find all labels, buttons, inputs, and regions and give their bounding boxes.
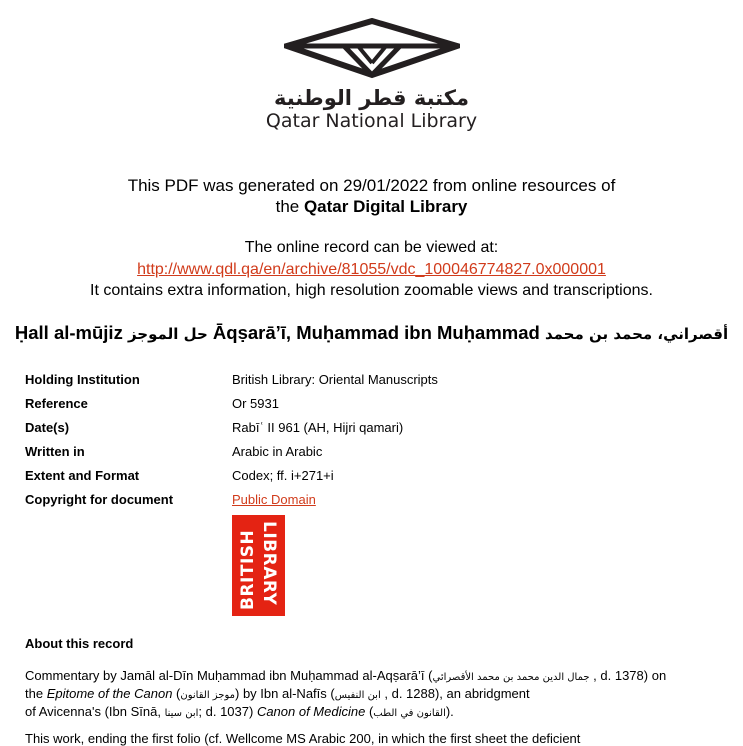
metadata-key: Extent and Format (25, 468, 140, 483)
metadata-key: Date(s) (25, 420, 70, 435)
qdl-name: Qatar Digital Library (303, 197, 468, 216)
online-record (0, 237, 743, 302)
metadata-key: Reference (25, 396, 88, 411)
record-url-link[interactable]: http://www.qdl.qa/en/archive/81055/vdc_100046774827.0x000001 (137, 260, 606, 278)
generated-line2: the Qatar Digital Library (275, 197, 468, 216)
generated-line1: This PDF was generated on 29/01/2022 from online resources of (127, 176, 616, 195)
public-domain-link[interactable]: Public Domain (232, 492, 316, 507)
online-intro: The online record can be viewed at: (244, 239, 499, 256)
record-title (0, 322, 743, 344)
qnl-logo (0, 18, 743, 132)
author-latin: Āqṣarā’ī, Muḥammad ibn Muḥammad (212, 322, 540, 343)
metadata-value: Or 5931 (232, 396, 279, 411)
about-heading: About this record (25, 636, 134, 651)
qnl-emblem-icon (284, 18, 460, 80)
title-latin: Ḥall al-mūjiz (14, 322, 123, 343)
logo-english-text: Qatar National Library (265, 110, 478, 132)
metadata-value: British Library: Oriental Manuscripts (232, 372, 438, 387)
metadata-value: Arabic in Arabic (232, 444, 323, 459)
metadata-key: Holding Institution (25, 372, 140, 387)
metadata-value: Codex; ff. i+271+i (232, 468, 334, 483)
about-cut-line: This work, ending the first folio (cf. Wellcome MS Arabic 200, in which the first sheet the deficient (25, 731, 581, 746)
about-paragraph: Commentary by Jamāl al-Dīn Muḥammad ibn Muḥammad al-Aqṣarā’ī (جمال الدين محمد بن محمد الأقصرائي , d. 1378) on the Epitome of the Canon (موجز القانون) by Ibn al-Nafīs (ابن النفيس , d. 1288), an abridgment of Avicenna's (Ibn Sīnā, ابن سينا; d. 1037) Canon of Medicine (القانون في الطب). (25, 668, 667, 719)
bl-logo-word1: BRITISH (238, 529, 258, 610)
bl-logo-word2: LIBRARY (259, 521, 279, 606)
generated-notice (0, 175, 743, 217)
online-note: It contains extra information, high resolution zoomable views and transcriptions. (90, 282, 653, 299)
title-arabic: حل الموجز (127, 325, 208, 343)
metadata-key: Copyright for document (25, 492, 174, 507)
british-library-logo (232, 515, 285, 616)
metadata-key: Written in (25, 444, 85, 459)
logo-arabic-text: مكتبة قطر الوطنية (274, 86, 469, 110)
author-arabic: أقصراني، محمد بن محمد (544, 325, 729, 343)
metadata-value: Rabīʿ II 961 (AH, Hijri qamari) (232, 420, 404, 435)
